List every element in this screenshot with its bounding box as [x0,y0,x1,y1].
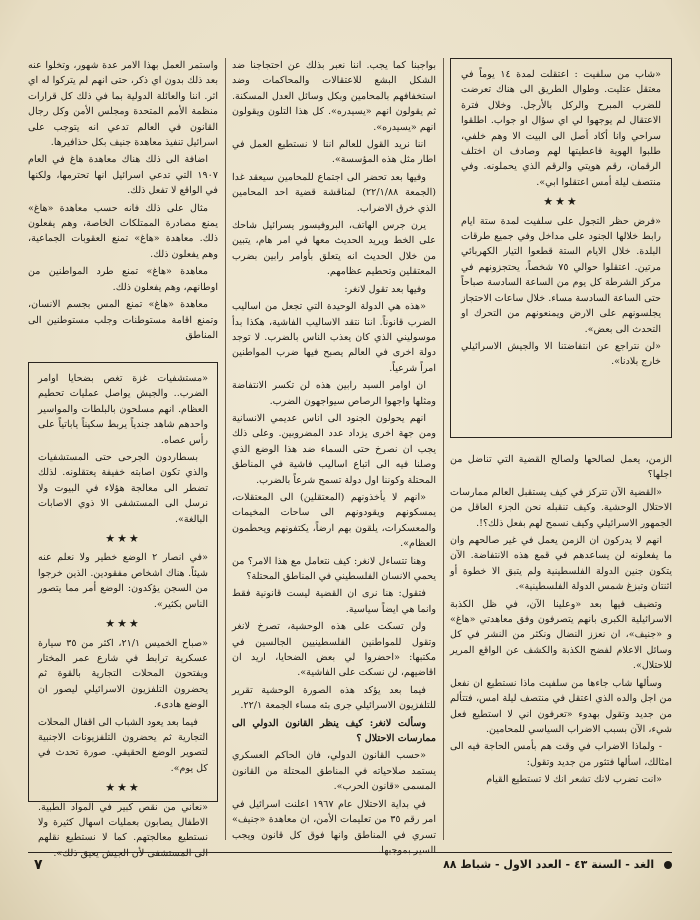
column-divider [443,58,444,840]
article-paragraph: ولن تسكت على هذه الوحشية، تصرخ لانغر وتقول للمواطنين الفلسطينيين الجالسين في مكتبها: «احضروا لي بعض الضحايا، اريد ان اقاضيهم، لن نسكت على الفاشية». [232,621,436,679]
bullet-icon [664,861,672,869]
article-column-left [28,58,218,356]
box-paragraph: بسطاردون الجرحى حتى المستشفيات والذي تكون اصابته خفيفة يعتقلونه. لذلك تضطر الى معالجة هؤلاء في البيوت ولا نرسل الى المستشفى الا ذوي الاصابات البالغة». [38,452,208,525]
article-paragraph: فتقول: هنا نرى ان القضية ليست قانونية فقط وانما هي ايضاً سياسية. [232,588,436,615]
article-paragraph: اننا نريد القول للعالم اننا لا نستطيع العمل في اطار مثل هذه المؤسسة». [232,139,436,166]
box-paragraph: «شاب من سلفيت : اعتقلت لمدة ١٤ يوماً في معتقل عتليت. وطوال الطريق الى هناك تعرضت للضرب المبرح والركل بالأرجل. وخلال فترة الاعتقال لم يوجهوا لي اي سؤال او جواب. اطلقوا سراحي وانا أكاد أصل الى البيت الا وهم خلفي، طلبوا الهوية فاعطيتها لهم وصادف ان اختلف الرقمان، رقم هويتي والرقم الذي يحملونه. وفي منتصف ليلة أمس اعتقلوا ابي». [461,69,661,188]
article-paragraph: يرن جرس الهاتف، البروفيسور يسرائيل شاحك على الخط ويريد الحديث معها في امر هام، يتبين من خلال الحديث انه يتعلق بأوامر رابين بضرب المعتقلين وتحطيم عظامهم. [232,220,436,278]
article-paragraph: اضافة الى ذلك هناك معاهدة هاغ في العام ١٩٠٧ التي تدعي اسرائيل انها تحترمها، ولكنها في الواقع لا تفعل ذلك. [28,154,218,197]
box-paragraph: فيما بعد يعود الشباب الى اقفال المحلات التجارية ثم يحضرون التلفزيونات الاجنبية لتصوير الوضع الحقيقي. صورة تحدث في كل يوم». [38,716,208,774]
article-paragraph: وفيها بعد تحضر الى اجتماع للمحامين سيعقد غدا (الجمعة ٢٢/١/٨٨) لمناقشة قضية احد المحامين الذي خرق الاضراب. [232,171,436,214]
star-separator: ★★★ [105,617,141,631]
article-question: وسألت لانغر: كيف ينظر القانون الدولي الى ممارسات الاحتلال ؟ [232,717,436,745]
article-paragraph: انهم لا يدركون ان الزمن يعمل في غير صالحهم وان ما يفعلونه لن يساعدهم في قمع هذه الانتفاضة. الآن يتكون جنين الدولة الفلسطينية ولم يتبق الا خطوة أو اثنتان وتبزغ شمس الدولة الفلسطينية». [450,535,672,593]
article-paragraph: وهنا تتساءل لانغر: كيف نتعامل مع هذا الامر؟ من يحمي الانسان الفلسطيني في المناطق المحتلة؟ [232,555,436,582]
article-paragraph: - ولماذا الاضراب في وقت هم بأمس الحاجة فيه الى امثالك، اسألها فتثور من جديد وتقول: [450,741,672,768]
article-paragraph: وتضيف فيها بعد «وعلينا الآن، في ظل الكذبة الاسرائيلية الكبرى بانهم يتصرفون وفق معاهدتي «هاغ» و «جنيف»، ان نعزز النضال ونكثر من النشر في كل وسائل الاعلام لفضح الكذبة والكشف عن الواقع المرير للاحتلال». [450,598,672,672]
star-separator: ★★★ [543,195,579,209]
column-divider [225,58,226,840]
box-paragraph: «نعاني من نقص كبير في المواد الطبية. الاطفال يصابون بعمليات اسهال كثيرة ولا نستطيع معالجتهم. كما لا نستطيع نقلهم الى المستشفى لأن الجيش يعيق ذلك». [38,801,208,859]
article-paragraph: الزمن، يعمل لصالحها ولصالح القضية التي تناضل من اجلها؟ [450,454,672,481]
testimony-box-left [28,362,218,859]
article-paragraph: ان اوامر السيد رابين هذه لن تكسر الانتفاضة ومثلها واجهوا الرصاص سيواجهون الضرب. [232,380,436,407]
article-column-right [450,452,672,840]
article-paragraph: «انت تضرب لانك تشعر انك لا تستطيع القيام [486,774,662,786]
page-footer [28,852,672,878]
box-paragraph: «في انصار ٢ الوضع خطير ولا نعلم عنه شيئاً. هناك اشخاص مفقودين. الذين خرجوا من السجن يؤكدون: الوضع أمر مما يتصور الناس بكثير». [38,552,209,610]
testimony-box-right [450,58,672,438]
article-paragraph: معاهدة «هاغ» تمنع طرد المواطنين من اوطانهم، وهم يفعلون ذلك. [28,266,218,293]
issue-info: الغد - السنة ٤٣ - العدد الاول - شباط ٨٨ [443,858,655,871]
star-separator: ★★★ [105,532,141,546]
article-paragraph: واستمر العمل بهذا الامر عدة شهور، وتخلوا عنه بعد ذلك بدون اي ذكر، حتى انهم لم يتركوا له اي اثر. اننا والعائلة الدولية بما في ذلك كل قرارات منظمة الأمم المتحدة ومجلس الأمن وكل رجال القانون في العالم تدعي انه يتوجب على اسرائيل تنفيذ معاهدة جنيف بكل حذافيرها. [28,60,218,149]
article-paragraph: «انهم لا يأخذونهم (المعتقلين) الى المعتقلات، يمسكونهم ويقودونهم الى ساحات المخيمات والمعسكرات، يلقون بهم ارضاً، يكتفونهم ويحطمون العظام». [232,491,436,550]
article-paragraph: وفيها بعد تقول لانغر: [344,283,426,295]
article-column-middle [232,58,436,856]
page-number: ٧ [34,857,43,873]
article-paragraph: وسألها شاب جاءها من سلفيت ماذا نستطيع ان نفعل من اجل والده الذي اعتقل في منتصف ليلة امس، فتتألم من جديد وتقول بهدوء «تعرفون اني لا استطيع فعل شيء، الآن بسبب الاضراب السياسي للمحامين. [450,677,672,735]
star-separator: ★★★ [105,781,141,795]
box-paragraph: «صباح الخميس ٢١/١، اكثر من ٣٥ سيارة عسكرية ترابط في شارع عمر المختار ويفتحون المحلات التجارية بالقوة ثم يحضرون التلفزيون الاسرائيلي ليصور ان الوضع هادىء. [38,637,208,711]
article-paragraph: بواجبنا كما يجب. اننا نعبر بذلك عن احتجاجنا ضد الشكل البشع للاعتقالات والمحاكمات وضد استخفافهم بالمحامين وبكل وسائل العدل المسكنة. ثم يقولون انهم «يسيدره». كل هذا التلون ويقولون انهم «يسيدره». [232,60,436,133]
article-paragraph: معاهدة «هاغ» تمنع المس بجسم الانسان، وتمنع اقامة مستوطنات وجلب مستوطنين الى المناطق [28,299,218,341]
box-paragraph: «فرض حظر التجول على سلفيت لمدة ستة ايام رابط خلالها الجنود على مداخل وفي جميع طرقات البلدة. خلال الايام الستة قطعوا التيار الكهربائي مرتين. اعتقلوا حوالي ٧٥ شخصاً، يحتجزونهم في مركز الشرطة كل يوم من الساعة السادسة صباحاً حتى الساعة السادسة مساء. خلال ساعات الاحتجاز يجلسونهم على الارض ويمنعونهم من التحرك او التحدث الى بعض». [461,215,661,335]
article-paragraph: «القضية الآن تتركز في كيف يستقبل العالم ممارسات الاحتلال الوحشية. وكيف تنقبله نحن الجزء العاقل من الجمهور الاسرائيلي وكيف نسمح لهم بفعل ذلك؟!. [450,486,672,529]
article-paragraph: «هذه هي الدولة الوحيدة التي تجعل من اساليب الضرب قانوناً. اننا نتقد الاساليب الفاشية، هكذا بدأ موسوليني الذي كان يعذب الناس بالضرب. لا توجد دولة اخرى في العالم يصبح فيها ضرب المواطنين امراً شرعياً. [232,301,436,374]
box-paragraph: «مستشفيات غزة تغص بضحايا اوامر الضرب.. والجيش يواصل عمليات تحطيم العظام. انهم مسلحون بالبلطات والمواسير واحدهم شاهد جندياً يربط سكيناً ياباتياً على رأس عصاه. [38,373,208,446]
article-paragraph: «حسب القانون الدولي، فان الحاكم العسكري يستمد صلاحياته في المناطق المحتلة من القانون المسمى «قانون الحرب». [232,750,436,793]
article-paragraph: مثال على ذلك فانه حسب معاهدة «هاغ» يمنع مصادرة الممتلكات الخاصة، وهم يفعلون ذلك. معاهدة «هاغ» تمنع العقوبات الجماعية، وهم يفعلون ذلك. [28,202,218,260]
article-paragraph: فيما بعد يؤكد هذه الصورة الوحشية تقرير للتلفزيون الاسرائيلي جرى بثه مساء الجمعة ٢٢/١. [232,684,436,712]
box-paragraph: «لن نتراجع عن انتفاضتنا الا والجيش الاسرائيلي خارج بلادنا». [461,340,661,368]
article-paragraph: انهم يحولون الجنود الى اناس عديمي الانسانية ومن جهة اخرى يزداد عدد المضروبين. وعلى ذلك يجب ان نصرخ حتى السماء ضد هذا الوضع الذي وصلنا فيه الى اتباع اساليب فاشية في المناطق المحتلة وكوننا اول دولة تسمح شرعاً بالضرب. [232,412,436,486]
article-paragraph: في بداية الاحتلال عام ١٩٦٧ اعلنت اسرائيل في امر رقم ٣٥ من تعليمات الأمن، ان معاهدة «جنيف» تسري في المناطق وانها فوق كل قانون ويجب السير بموجبها. [232,798,436,856]
